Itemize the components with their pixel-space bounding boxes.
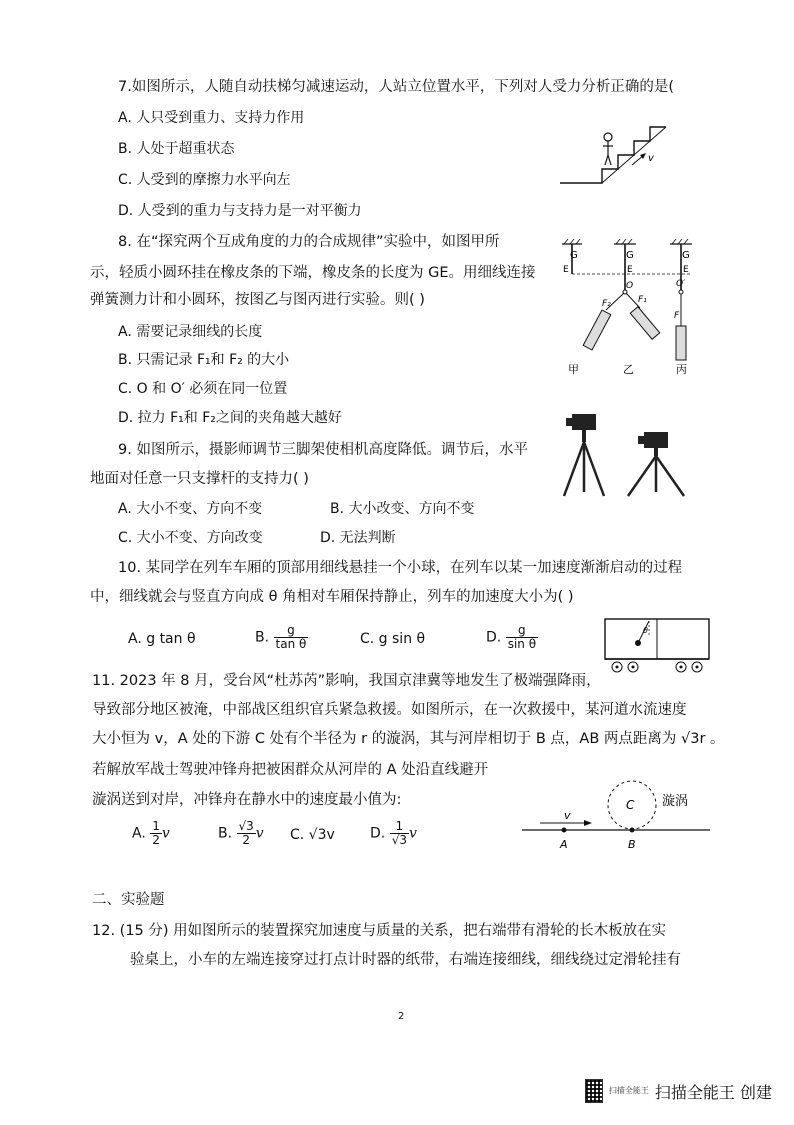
q10-line-2: 中，细线就会与竖直方向成 θ 角相对车厢保持静止，列车的加速度大小为( ) — [90, 589, 574, 605]
q11-option-d-label: D. — [370, 825, 386, 842]
q11-option-d-denominator: √3 — [391, 833, 407, 848]
q8-force-experiment-figure — [560, 238, 700, 378]
qr-code-icon — [585, 1079, 603, 1103]
q11-river-whirlpool-figure — [520, 775, 720, 855]
q8-line-2: 示，轻质小圆环挂在橡皮条的下端，橡皮条的长度为 GE。用细线连接 — [90, 265, 536, 281]
scanner-watermark — [585, 1079, 772, 1103]
q11-option-a-denominator: 2 — [152, 833, 160, 848]
q10-option-a: A. g tan θ — [128, 631, 196, 647]
q10-option-c: C. g sin θ — [360, 631, 426, 647]
q8-option-d: D. 拉力 F₁和 F₂之间的夹角越大越好 — [118, 410, 342, 426]
q8-option-a: A. 需要记录细线的长度 — [118, 324, 263, 340]
q8-option-b: B. 只需记录 F₁和 F₂ 的大小 — [118, 352, 290, 368]
q11-option-b-numerator: √3 — [238, 819, 254, 833]
q8-label-e-bing: E — [683, 265, 689, 275]
q11-line-1: 11. 2023 年 8 月，受台风“杜苏芮”影响，我国京津冀等地发生了极端强降雨， — [92, 673, 601, 689]
page-number: 2 — [398, 1011, 405, 1022]
q11-line-3: 大小恒为 v，A 处的下游 C 处有个半径为 r 的漩涡，其与河岸相切于 B 点，AB 两点距离为 √3r 。 — [92, 731, 725, 747]
q10-theta-label: θ — [643, 626, 648, 635]
q8-label-bing: 丙 — [676, 363, 687, 376]
q10-option-d-denominator: sin θ — [507, 637, 537, 652]
q7-option-c: C. 人受到的摩擦力水平向左 — [118, 172, 291, 188]
q11-option-a — [132, 820, 170, 847]
q11-option-b-denominator: 2 — [242, 833, 250, 848]
q7-stem: 7.如图所示，人随自动扶梯匀减速运动，人站立位置水平，下列对人受力分析正确的是( — [118, 79, 674, 95]
q10-line-1: 10. 某同学在列车车厢的顶部用细线悬挂一个小球，在列车以某一加速度渐渐启动的过程 — [118, 560, 683, 576]
q12-line-2: 验桌上，小车的左端连接穿过打点计时器的纸带，右端连接细线，细线绕过定滑轮挂有 — [130, 952, 681, 968]
q10-option-b-denominator: tan θ — [275, 637, 307, 652]
q8-label-g-jia: G — [570, 250, 578, 261]
q11-option-d-v: v — [408, 825, 417, 842]
q11-option-b-label: B. — [218, 825, 233, 842]
q9-option-c: C. 大小不变、方向改变 — [118, 530, 263, 546]
q11-b-label: B — [628, 838, 636, 851]
q9-option-d: D. 无法判断 — [320, 530, 396, 546]
q7-v-label: v — [648, 153, 654, 164]
q8-label-g-yi: G — [626, 250, 634, 261]
q10-option-b-numerator: g — [274, 624, 309, 638]
q11-v-label: v — [564, 809, 571, 822]
q11-option-d-numerator: 1 — [390, 820, 409, 834]
q11-line-4: 若解放军战士驾驶冲锋舟把被困群众从河岸的 A 处沿直线避开 — [92, 762, 489, 778]
q10-option-b-label: B. — [255, 629, 270, 646]
q8-label-yi: 乙 — [623, 363, 634, 376]
q8-label-g-bing: G — [682, 250, 690, 261]
q11-whirlpool-label: 漩涡 — [662, 794, 689, 809]
q7-option-a: A. 人只受到重力、支持力作用 — [118, 110, 305, 126]
q9-option-b: B. 大小改变、方向不变 — [330, 501, 475, 517]
q9-line-1: 9. 如图所示，摄影师调节三脚架使相机高度降低。调节后，水平 — [118, 442, 528, 458]
q7-option-b: B. 人处于超重状态 — [118, 141, 235, 157]
q10-train-car-figure — [603, 617, 713, 677]
q10-option-d-numerator: g — [506, 624, 538, 638]
q11-option-a-label: A. — [132, 825, 146, 842]
q11-option-a-numerator: 1 — [152, 819, 160, 833]
q11-option-d — [370, 820, 417, 847]
q10-option-d — [486, 624, 538, 651]
q8-label-f2: F₂ — [602, 299, 611, 309]
q9-line-2: 地面对任意一只支撑杆的支持力( ) — [90, 471, 309, 487]
q8-line-1: 8. 在“探究两个互成角度的力的合成规律”实验中，如图甲所 — [118, 234, 500, 250]
q11-option-b-v: v — [255, 825, 264, 842]
q11-option-b — [218, 820, 264, 847]
q11-c-label: C — [626, 798, 635, 812]
q8-line-3: 弹簧测力计和小圆环，按图乙与图丙进行实验。则( ) — [90, 292, 425, 308]
q8-label-f: F — [674, 311, 680, 321]
q11-a-label: A — [560, 838, 568, 851]
q8-label-e-yi: E — [627, 265, 633, 275]
q9-option-a: A. 大小不变、方向不变 — [118, 501, 263, 517]
q8-label-o: O — [626, 281, 634, 291]
q7-option-d: D. 人受到的重力与支持力是一对平衡力 — [118, 203, 362, 219]
q10-option-b — [255, 624, 308, 651]
q11-line-2: 导致部分地区被淹，中部战区组织官兵紧急救援。如图所示，在一次救援中，某河道水流速度 — [92, 702, 687, 718]
q12-line-1: 12. (15 分) 用如图所示的装置探究加速度与质量的关系，把右端带有滑轮的长木板放在实 — [92, 923, 667, 939]
q8-label-o-prime: O′ — [676, 279, 686, 289]
q8-option-c: C. O 和 O′ 必须在同一位置 — [118, 381, 288, 397]
section-title: 二、实验题 — [92, 892, 165, 908]
scanner-badge: 扫描全能王 — [608, 1086, 649, 1095]
q11-line-5: 漩涡送到对岸，冲锋舟在静水中的速度最小值为: — [92, 792, 402, 808]
q7-escalator-figure — [560, 115, 680, 187]
q11-option-c: C. √3v — [290, 827, 335, 843]
q9-tripod-figure — [560, 410, 700, 500]
q11-option-a-v: v — [161, 825, 170, 842]
scanner-brand: 扫描全能王 创建 — [654, 1082, 772, 1102]
q10-option-d-label: D. — [486, 629, 502, 646]
q8-label-e-jia: E — [563, 265, 569, 275]
q8-label-jia: 甲 — [568, 363, 579, 376]
q8-label-f1: F₁ — [638, 295, 647, 305]
